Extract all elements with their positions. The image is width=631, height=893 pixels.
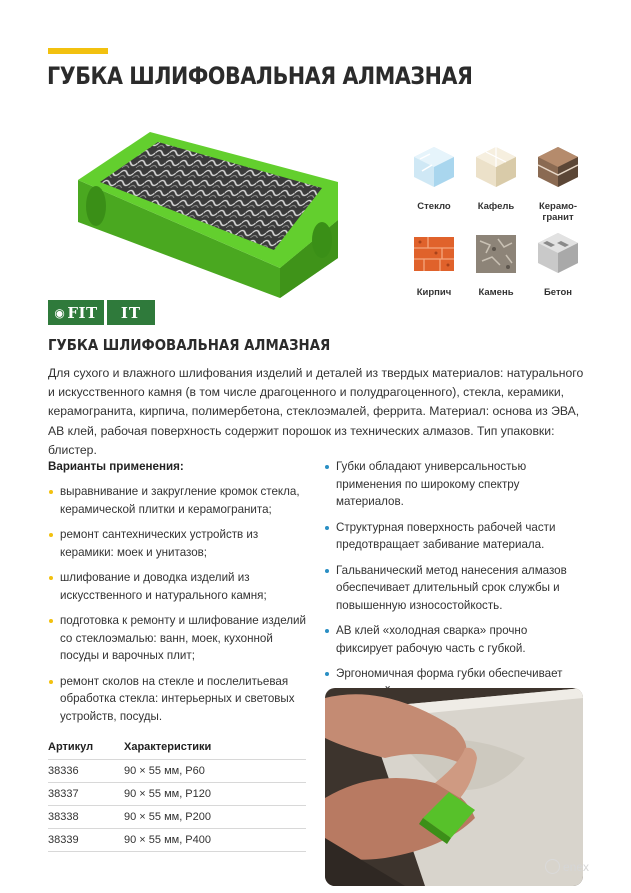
product-description: Для сухого и влажного шлифования изделий и деталей из твердых материалов: натурального и искусственного камня (в том числе драгоценного и полудрагоценного), стекла, керамики, керамогранита, кирпича, полимербетона, стеклоэмалей, феррита. Материал: основа из ЭВА, АВ клей, рабочая поверхность содержит порошок из технических алмазов. Тип упаковки: блистер. (48, 366, 584, 457)
list-item: Гальванический метод нанесения алмазов обеспечивает длительный срок службы и повышенную износостойкость. (324, 562, 586, 615)
watermark: enex (545, 859, 589, 874)
brand-fit: ◉ FIT (48, 300, 104, 325)
porcelain-stoneware-icon (534, 143, 582, 191)
header-specs: Характеристики (124, 738, 306, 760)
stone-icon (472, 229, 520, 277)
list-item: шлифование и доводка изделий из искусственного и натурального камня; (48, 569, 310, 604)
material-stone: Камень (468, 229, 524, 298)
material-concrete: Бетон (530, 229, 586, 298)
list-item: выравнивание и закругление кромок стекла, керамической плитки и керамогранита; (48, 483, 310, 518)
header-article: Артикул (48, 738, 124, 760)
uses-heading: Варианты применения: (48, 460, 184, 473)
glass-icon (410, 143, 458, 191)
features-list (324, 458, 586, 700)
watermark-icon (545, 859, 560, 874)
table-header-row (48, 738, 306, 760)
product-image (70, 118, 370, 298)
product-subtitle: ГУБКА ШЛИФОВАЛЬНАЯ АЛМАЗНАЯ (48, 336, 331, 354)
material-tile: Кафель (468, 143, 524, 212)
uses-list (48, 483, 310, 725)
table-row: 38336 90 × 55 мм, P60 (48, 760, 306, 783)
list-item: Губки обладают универсальностью применения по широкому спектру материалов. (324, 458, 586, 511)
table-row: 38338 90 × 55 мм, P200 (48, 806, 306, 829)
table-row: 38339 90 × 55 мм, P400 (48, 829, 306, 852)
material-porcelain: Керамо- гранит (530, 143, 586, 223)
materials-grid (406, 143, 586, 303)
accent-bar (48, 48, 108, 54)
material-brick: Кирпич (406, 229, 462, 298)
brand-it: IT (107, 300, 155, 325)
list-item: АВ клей «холодная сварка» прочно фиксирует рабочую часть с губкой. (324, 622, 586, 657)
material-glass: Стекло (406, 143, 462, 212)
brand-logo (48, 300, 155, 325)
table-row: 38337 90 × 55 мм, P120 (48, 783, 306, 806)
page-title: ГУБКА ШЛИФОВАЛЬНАЯ АЛМАЗНАЯ (47, 62, 473, 90)
brick-icon (410, 229, 458, 277)
concrete-block-icon (534, 229, 582, 277)
usage-photo (325, 688, 583, 886)
list-item: Структурная поверхность рабочей части предотвращает забивание материала. (324, 519, 586, 554)
features-section (324, 458, 586, 708)
list-item: ремонт сколов на стекле и послелитьевая обработка стекла: интерьерных и световых устройств, посуды. (48, 673, 310, 726)
list-item: Эргономичная форма губки обеспечивает (324, 665, 586, 700)
tile-icon (472, 143, 520, 191)
leaf-icon: ◉ (54, 305, 66, 320)
uses-section (48, 460, 310, 733)
list-item: подготовка к ремонту и шлифование изделий со стеклоэмалью: ванн, моек, кухонной посуды и варочных плит; (48, 612, 310, 665)
list-item: ремонт сантехнических устройств из керамики: моек и унитазов; (48, 526, 310, 561)
spec-table (48, 738, 306, 852)
